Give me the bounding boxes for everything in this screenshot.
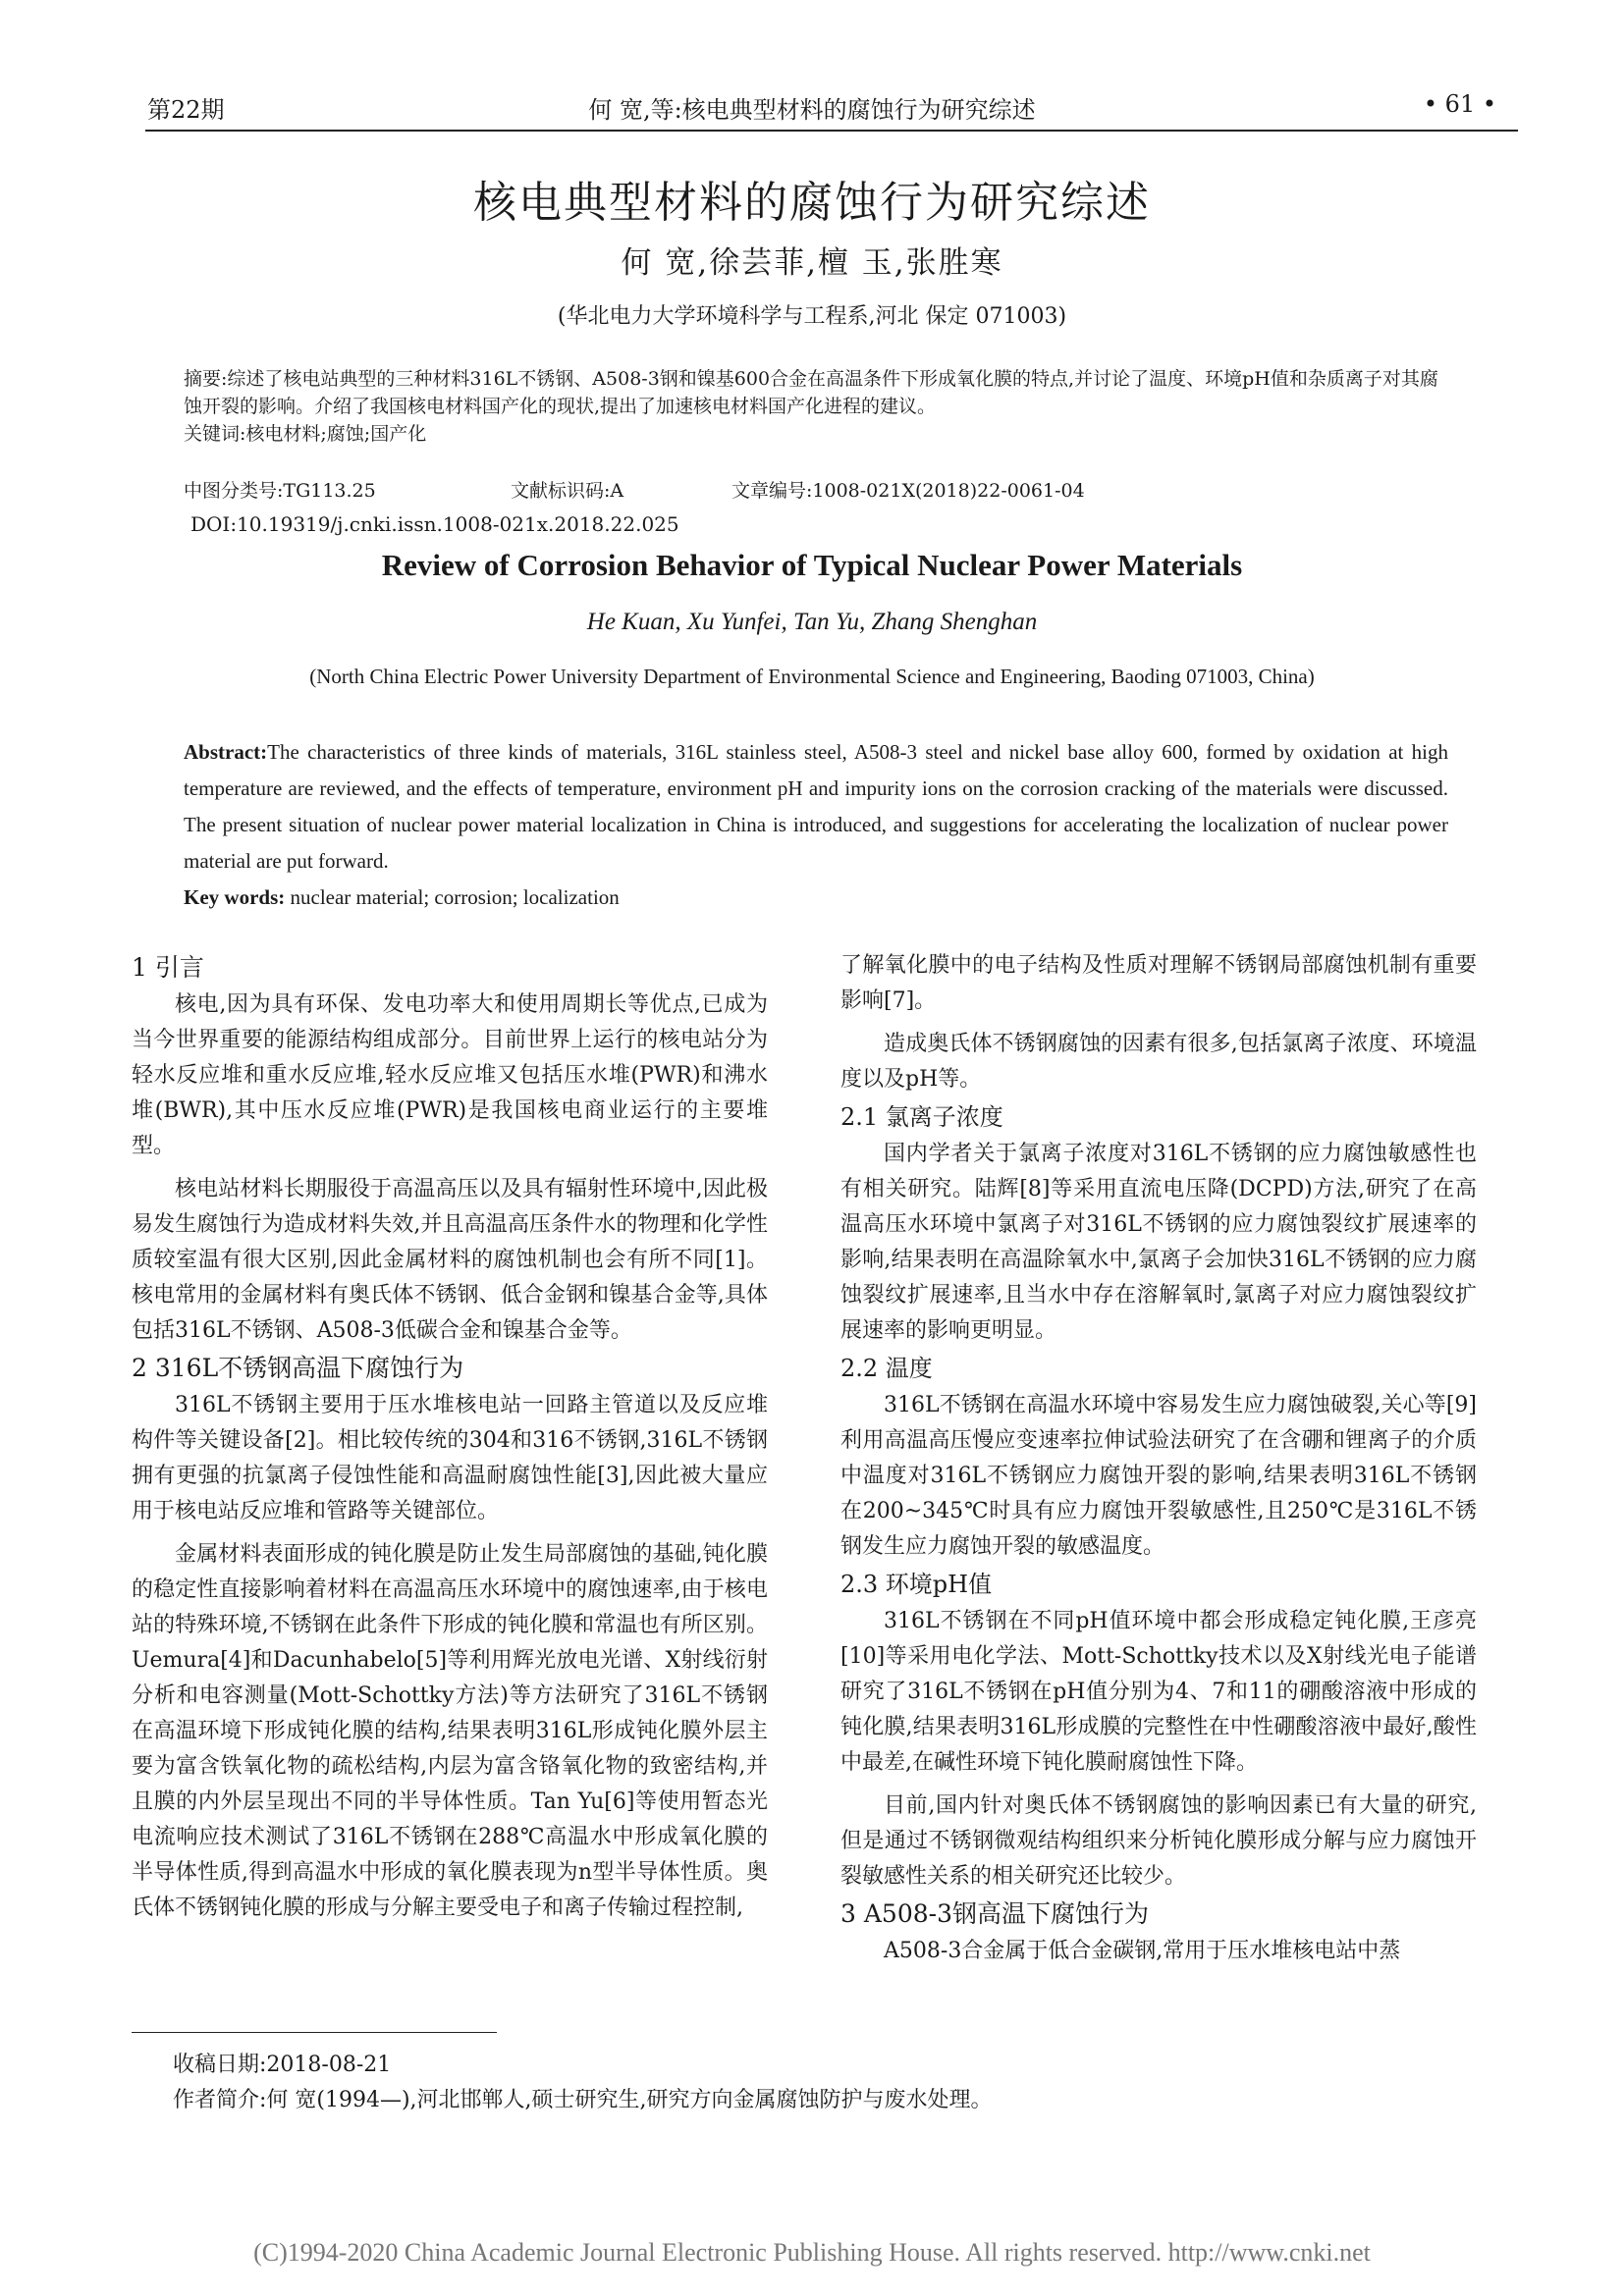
body-left-column [132, 948, 768, 1926]
doccode-label: 文献标识码: [511, 480, 611, 502]
keywords: 核电材料;腐蚀;国产化 [245, 423, 427, 445]
abstract-text: 综述了核电站典型的三种材料316L不锈钢、A508-3钢和镍基600合金在高温条件下形成氧化膜的特点,并讨论了温度、环境pH值和杂质离子对其腐蚀开裂的影响。介绍了我国核电材料国产化的现状,提出了加速核电材料国产化进程的建议。 [184, 368, 1438, 417]
copyright-line: (C)1994-2020 China Academic Journal Electronic Publishing House. All rights reserved. http://www.cnki.net [253, 2238, 1371, 2267]
english-keywords: nuclear material; corrosion; localization [290, 885, 620, 909]
section-2-paragraph-1: 316L不锈钢主要用于压水堆核电站一回路主管道以及反应堆构件等关键设备[2]。相比较传统的304和316不锈钢,316L不锈钢拥有更强的抗氯离子侵蚀性能和高温耐腐蚀性能[3],因此被大量应用于核电站反应堆和管路等关键部位。 [132, 1393, 768, 1523]
section-1-heading: 1 引言 [132, 953, 204, 982]
issue-number: 第22期 [147, 96, 225, 124]
abstract-label: 摘要: [184, 368, 228, 390]
section-2-1-paragraph-1: 国内学者关于氯离子浓度对316L不锈钢的应力腐蚀敏感性也有相关研究。陆辉[8]等采用直流电压降(DCPD)方法,研究了在高温高压水环境中氯离子对316L不锈钢的应力腐蚀裂纹扩展速率的影响,结果表明在高温除氧水中,氯离子会加快316L不锈钢的应力腐蚀裂纹扩展速率,且当水中存在溶解氧时,氯离子对应力腐蚀裂纹扩展速率的影响更明显。 [840, 1142, 1477, 1343]
section-2-3-heading: 2.3 环境pH值 [840, 1571, 993, 1598]
section-3-paragraph-1: A508-3合金属于低合金碳钢,常用于压水堆核电站中蒸 [884, 1939, 1401, 1963]
section-2-3-paragraph-1: 316L不锈钢在不同pH值环境中都会形成稳定钝化膜,王彦亮[10]等采用电化学法、Mott-Schottky技术以及X射线光电子能谱研究了316L不锈钢在pH值分别为4、7和11的硼酸溶液中形成的钝化膜,结果表明316L形成膜的完整性在中性硼酸溶液中最好,酸性中最差,在碱性环境下钝化膜耐腐蚀性下降。 [840, 1609, 1477, 1775]
section-1-paragraph-2: 核电站材料长期服役于高温高压以及具有辐射性环境中,因此极易发生腐蚀行为造成材料失效,并且高温高压条件水的物理和化学性质较室温有很大区别,因此金属材料的腐蚀机制也会有所不同[1]。核电常用的金属材料有奥氏体不锈钢、低合金钢和镍基合金等,具体包括316L不锈钢、A508-3低碳合金和镍基合金等。 [132, 1177, 768, 1343]
doi: DOI:10.19319/j.cnki.issn.1008-021x.2018.22.025 [190, 512, 679, 536]
page-number: • 61 • [1423, 90, 1496, 118]
english-keywords-label: Key words: [184, 885, 286, 909]
clc-row [184, 476, 376, 503]
abstract-cn [184, 365, 1448, 448]
header-rule [145, 130, 1518, 132]
section-2-2-paragraph-1: 316L不锈钢在高温水环境中容易发生应力腐蚀破裂,关心等[9]利用高温高压慢应变速率拉伸试验法研究了在含硼和锂离子的介质中温度对316L不锈钢应力腐蚀开裂的影响,结果表明316L不锈钢在200~345℃时具有应力腐蚀开裂敏感性,且250℃是316L不锈钢发生应力腐蚀开裂的敏感温度。 [840, 1393, 1477, 1559]
english-title: Review of Corrosion Behavior of Typical Nuclear Power Materials [381, 548, 1243, 582]
footnote-rule [132, 2032, 497, 2033]
authors: 何 宽,徐芸菲,檀 玉,张胜寒 [621, 245, 1003, 281]
english-abstract-label: Abstract: [184, 740, 268, 764]
articleno-label: 文章编号: [731, 480, 813, 502]
english-authors: He Kuan, Xu Yunfei, Tan Yu, Zhang Shenghan [586, 609, 1038, 635]
running-title: 何 宽,等:核电典型材料的腐蚀行为研究综述 [588, 96, 1036, 124]
clc-label: 中图分类号: [184, 480, 284, 502]
affiliation: (华北电力大学环境科学与工程系,河北 保定 071003) [557, 304, 1067, 329]
clc-value: TG113.25 [283, 480, 376, 502]
paper-title: 核电典型材料的腐蚀行为研究综述 [473, 178, 1151, 228]
english-abstract-text: The characteristics of three kinds of materials, 316L stainless steel, A508-3 steel and nickel base alloy 600, formed by oxidation at high temperature are reviewed, and the effects of temperature, environment pH and impurity ions on the corrosion cracking of the materials were discussed. The present situation of nuclear power material localization in China is introduced, and suggestions for accelerating the localization of nuclear power material are put forward. [184, 740, 1448, 873]
section-1-paragraph-1: 核电,因为具有环保、发电功率大和使用周期长等优点,已成为当今世界重要的能源结构组成部分。目前世界上运行的核电站分为轻水反应堆和重水反应堆,轻水反应堆又包括压水堆(PWR)和沸水堆(BWR),其中压水反应堆(PWR)是我国核电商业运行的主要堆型。 [132, 992, 768, 1158]
articleno-row [731, 476, 1085, 503]
section-2-paragraph-2: 金属材料表面形成的钝化膜是防止发生局部腐蚀的基础,钝化膜的稳定性直接影响着材料在高温高压水环境中的腐蚀速率,由于核电站的特殊环境,不锈钢在此条件下形成的钝化膜和常温也有所区别。Uemura[4]和Dacunhabelo[5]等利用辉光放电光谱、X射线衍射分析和电容测量(Mott-Schottky方法)等方法研究了316L不锈钢在高温环境下形成钝化膜的结构,结果表明316L形成钝化膜外层主要为富含铁氧化物的疏松结构,内层为富含铬氧化物的致密结构,并且膜的内外层呈现出不同的半导体性质。Tan Yu[6]等使用暂态光电流响应技术测试了316L不锈钢在288℃高温水中形成氧化膜的半导体性质,得到高温水中形成的氧化膜表现为n型半导体性质。奥氏体不锈钢钝化膜的形成与分解主要受电子和离子传输过程控制, [132, 1542, 768, 1920]
section-2-3-paragraph-2: 目前,国内针对奥氏体不锈钢腐蚀的影响因素已有大量的研究,但是通过不锈钢微观结构组织来分析钝化膜形成分解与应力腐蚀开裂敏感性关系的相关研究还比较少。 [840, 1793, 1477, 1889]
english-affiliation: (North China Electric Power University Department of Environmental Science and Engineering, Baoding 071003, China) [309, 665, 1315, 688]
body-right-column [840, 948, 1477, 1969]
section-2-2-heading: 2.2 温度 [840, 1355, 933, 1382]
received-date: 收稿日期:2018-08-21 [173, 2053, 392, 2077]
abstract-en [184, 734, 1448, 916]
section-2-paragraph-2-continued: 了解氧化膜中的电子结构及性质对理解不锈钢局部腐蚀机制有重要影响[7]。 [840, 953, 1477, 1013]
section-2-paragraph-3: 造成奥氏体不锈钢腐蚀的因素有很多,包括氯离子浓度、环境温度以及pH等。 [840, 1032, 1477, 1092]
author-bio: 作者简介:何 宽(1994—),河北邯郸人,硕士研究生,研究方向金属腐蚀防护与废水处理。 [173, 2088, 993, 2112]
section-2-1-heading: 2.1 氯离子浓度 [840, 1103, 1003, 1131]
section-2-heading: 2 316L不锈钢高温下腐蚀行为 [132, 1354, 464, 1382]
doccode-row [511, 476, 623, 503]
section-3-heading: 3 A508-3钢高温下腐蚀行为 [840, 1899, 1149, 1928]
keywords-label: 关键词: [184, 423, 246, 445]
doccode-value: A [610, 480, 624, 502]
articleno-value: 1008-021X(2018)22-0061-04 [812, 480, 1085, 502]
